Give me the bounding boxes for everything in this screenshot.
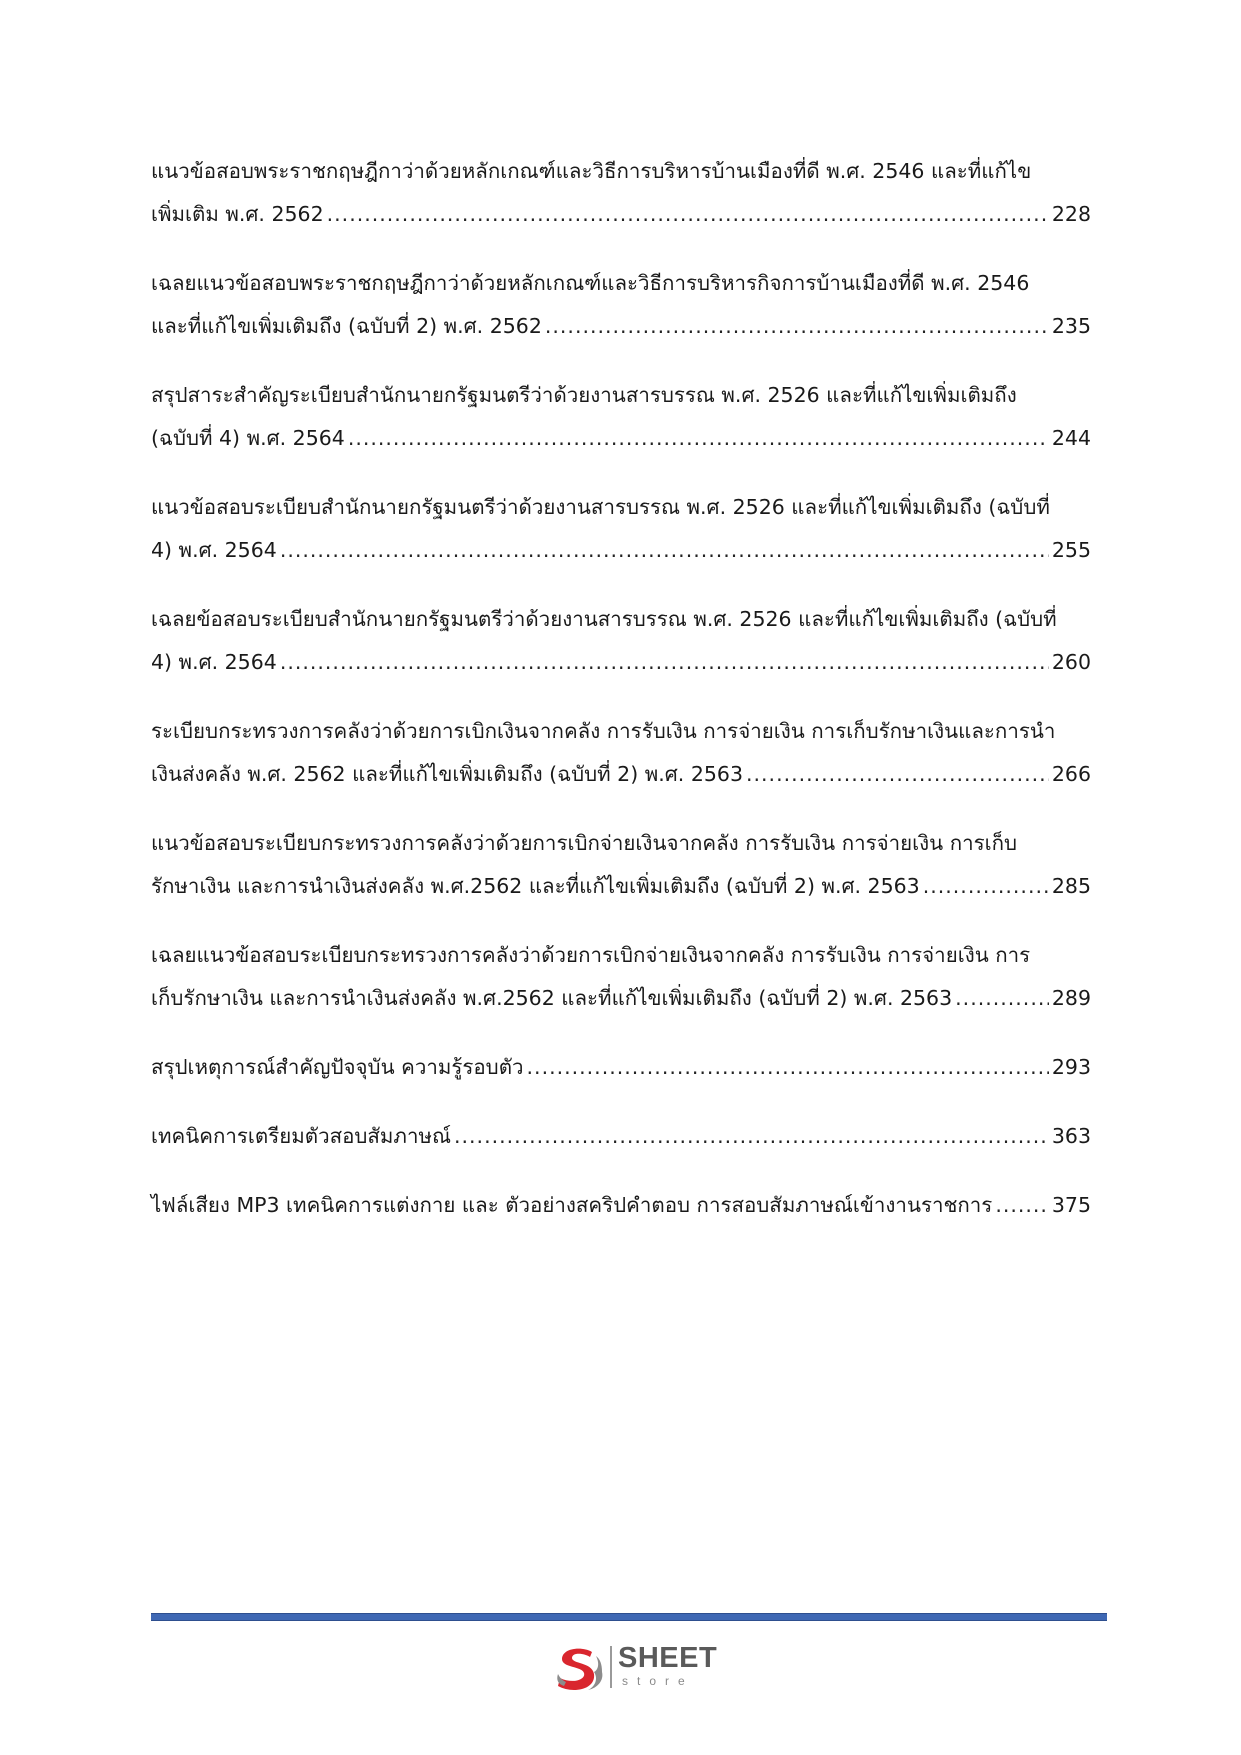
toc-entry-title: สรุปเหตุการณ์สำคัญปัจจุบัน ความรู้รอบตัว (151, 1055, 524, 1079)
toc-page-number: 235 (1051, 314, 1091, 338)
footer-divider (151, 1613, 1107, 1621)
toc-page-number: 375 (1051, 1193, 1091, 1217)
toc-entry[interactable] (151, 822, 1091, 908)
toc-entry-title: ไฟล์เสียง MP3 เทคนิคการแต่งกาย และ ตัวอย่างสคริปคำตอบ การสอบสัมภาษณ์เข้างานราชการ (151, 1193, 993, 1217)
dot-leader (527, 1046, 1049, 1089)
toc-page-number: 293 (1051, 1055, 1091, 1079)
sheet-store-logo (552, 1640, 732, 1700)
dot-leader (955, 977, 1049, 1020)
toc-page-number: 260 (1051, 650, 1091, 674)
dot-leader (746, 753, 1049, 796)
toc-entry-title-cont: เพิ่มเติม พ.ศ. 2562 (151, 202, 324, 226)
dot-leader (327, 193, 1049, 236)
toc-page-number: 266 (1051, 762, 1091, 786)
logo-wordmark: SHEET (618, 1642, 718, 1674)
toc-entry-title: สรุปสาระสำคัญระเบียบสำนักนายกรัฐมนตรีว่าด้วยงานสารบรรณ พ.ศ. 2526 และที่แก้ไขเพิ่มเติมถึง (151, 383, 1017, 407)
toc-entry[interactable] (151, 598, 1091, 684)
toc-entry[interactable] (151, 1046, 1091, 1089)
toc-entry-title-cont: รักษาเงิน และการนำเงินส่งคลัง พ.ศ.2562 และที่แก้ไขเพิ่มเติมถึง (ฉบับที่ 2) พ.ศ. 2563 (151, 874, 920, 898)
toc-entry-title-cont: และที่แก้ไขเพิ่มเติมถึง (ฉบับที่ 2) พ.ศ. 2562 (151, 314, 542, 338)
toc-page-number: 244 (1051, 426, 1091, 450)
toc-entry[interactable] (151, 262, 1091, 348)
toc-entry-title: ระเบียบกระทรวงการคลังว่าด้วยการเบิกเงินจากคลัง การรับเงิน การจ่ายเงิน การเก็บรักษาเงินและการนำ (151, 719, 1056, 743)
toc-entry[interactable] (151, 1115, 1091, 1158)
sheet-store-logo-icon (552, 1644, 604, 1694)
toc-entry-title: แนวข้อสอบระเบียบสำนักนายกรัฐมนตรีว่าด้วยงานสารบรรณ พ.ศ. 2526 และที่แก้ไขเพิ่มเติมถึง (ฉบับที่ (151, 495, 1050, 519)
toc-entry-title-cont: เก็บรักษาเงิน และการนำเงินส่งคลัง พ.ศ.2562 และที่แก้ไขเพิ่มเติมถึง (ฉบับที่ 2) พ.ศ. 2563 (151, 986, 953, 1010)
dot-leader (280, 641, 1049, 684)
toc-entry[interactable] (151, 486, 1091, 572)
table-of-contents (151, 150, 1091, 1253)
toc-entry-title-cont: เงินส่งคลัง พ.ศ. 2562 และที่แก้ไขเพิ่มเติมถึง (ฉบับที่ 2) พ.ศ. 2563 (151, 762, 743, 786)
toc-entry[interactable] (151, 374, 1091, 460)
toc-entry-title-cont: (ฉบับที่ 4) พ.ศ. 2564 (151, 426, 345, 450)
dot-leader (923, 865, 1049, 908)
toc-entry[interactable] (151, 150, 1091, 236)
toc-entry-title: เฉลยข้อสอบระเบียบสำนักนายกรัฐมนตรีว่าด้วยงานสารบรรณ พ.ศ. 2526 และที่แก้ไขเพิ่มเติมถึง (ฉบับที่ (151, 607, 1057, 631)
toc-page-number: 285 (1051, 874, 1091, 898)
toc-entry-title-cont: 4) พ.ศ. 2564 (151, 650, 277, 674)
dot-leader (280, 529, 1049, 572)
toc-entry-title: เฉลยแนวข้อสอบระเบียบกระทรวงการคลังว่าด้วยการเบิกจ่ายเงินจากคลัง การรับเงิน การจ่ายเงิน การ (151, 943, 1031, 967)
toc-page-number: 289 (1051, 986, 1091, 1010)
toc-page-number: 255 (1051, 538, 1091, 562)
toc-entry-title: เทคนิคการเตรียมตัวสอบสัมภาษณ์ (151, 1124, 451, 1148)
logo-divider (610, 1646, 612, 1688)
toc-entry[interactable] (151, 934, 1091, 1020)
dot-leader (348, 417, 1049, 460)
toc-entry-title: แนวข้อสอบพระราชกฤษฎีกาว่าด้วยหลักเกณฑ์และวิธีการบริหารบ้านเมืองที่ดี พ.ศ. 2546 และที่แก้ไข (151, 159, 1032, 183)
dot-leader (454, 1115, 1049, 1158)
toc-entry[interactable] (151, 710, 1091, 796)
toc-page-number: 228 (1051, 202, 1091, 226)
toc-entry-title: เฉลยแนวข้อสอบพระราชกฤษฎีกาว่าด้วยหลักเกณฑ์และวิธีการบริหารกิจการบ้านเมืองที่ดี พ.ศ. 2546 (151, 271, 1030, 295)
toc-entry-title: แนวข้อสอบระเบียบกระทรวงการคลังว่าด้วยการเบิกจ่ายเงินจากคลัง การรับเงิน การจ่ายเงิน การเก็บ (151, 831, 1018, 855)
dot-leader (995, 1184, 1049, 1227)
toc-page-number: 363 (1051, 1124, 1091, 1148)
dot-leader (545, 305, 1049, 348)
toc-entry-title-cont: 4) พ.ศ. 2564 (151, 538, 277, 562)
toc-entry[interactable] (151, 1184, 1091, 1227)
logo-subtitle: store (622, 1674, 694, 1688)
